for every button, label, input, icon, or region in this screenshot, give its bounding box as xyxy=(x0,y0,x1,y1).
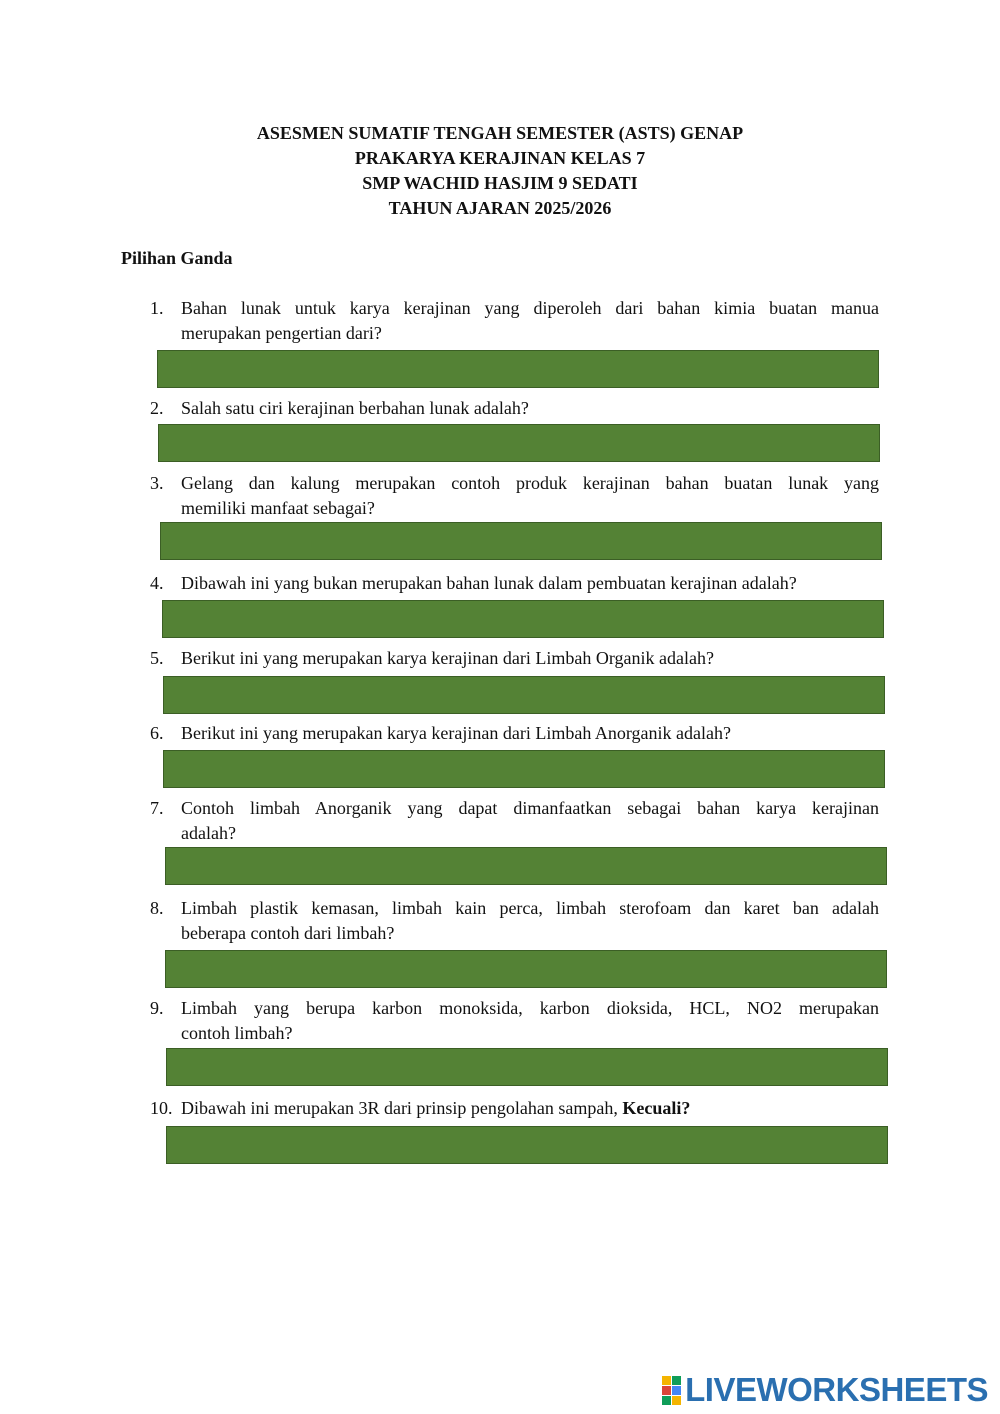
question-10 xyxy=(150,1096,879,1121)
question-text: Dibawah ini yang bukan merupakan bahan lunak dalam pembuatan kerajinan adalah? xyxy=(181,573,797,593)
question-text: Limbah yang berupa karbon monoksida, karbon dioksida, HCL, NO2 merupakan xyxy=(181,998,879,1018)
answer-box-5[interactable] xyxy=(163,676,885,714)
question-1 xyxy=(150,296,879,346)
answer-box-10[interactable] xyxy=(166,1126,888,1164)
question-text: Salah satu ciri kerajinan berbahan lunak adalah? xyxy=(181,398,529,418)
question-8 xyxy=(150,896,879,946)
question-text: contoh limbah? xyxy=(181,1023,293,1043)
question-3 xyxy=(150,471,879,521)
answer-box-6[interactable] xyxy=(163,750,885,788)
question-number: 6. xyxy=(150,723,164,743)
question-text: Berikut ini yang merupakan karya kerajinan dari Limbah Anorganik adalah? xyxy=(181,723,731,743)
question-7 xyxy=(150,796,879,846)
question-text: Limbah plastik kemasan, limbah kain perca, limbah sterofoam dan karet ban adalah xyxy=(181,898,879,918)
answer-box-8[interactable] xyxy=(165,950,887,988)
question-emphasis: Kecuali? xyxy=(622,1098,691,1118)
brand-text: LIVEWORKSHEETS xyxy=(685,1371,988,1408)
question-number: 10. xyxy=(150,1098,173,1118)
question-number: 9. xyxy=(150,998,164,1018)
header-school: SMP WACHID HASJIM 9 SEDATI xyxy=(362,173,638,193)
question-number: 2. xyxy=(150,398,164,418)
question-2 xyxy=(150,396,879,421)
question-number: 5. xyxy=(150,648,164,668)
question-text: memiliki manfaat sebagai? xyxy=(181,498,375,518)
question-number: 3. xyxy=(150,473,164,493)
header-title: ASESMEN SUMATIF TENGAH SEMESTER (ASTS) GENAP xyxy=(256,123,744,143)
question-5 xyxy=(150,646,879,671)
header-subject: PRAKARYA KERAJINAN KELAS 7 xyxy=(354,148,646,168)
question-text: Contoh limbah Anorganik yang dapat dimanfaatkan sebagai bahan karya kerajinan xyxy=(181,798,879,818)
document-header xyxy=(0,121,1000,221)
answer-box-7[interactable] xyxy=(165,847,887,885)
question-number: 7. xyxy=(150,798,164,818)
section-title: Pilihan Ganda xyxy=(121,248,233,268)
liveworksheets-logo[interactable] xyxy=(662,1371,988,1409)
question-text: merupakan pengertian dari? xyxy=(181,323,382,343)
answer-box-9[interactable] xyxy=(166,1048,888,1086)
answer-box-3[interactable] xyxy=(160,522,882,560)
question-text: beberapa contoh dari limbah? xyxy=(181,923,395,943)
question-6 xyxy=(150,721,879,746)
question-text: Gelang dan kalung merupakan contoh produk kerajinan bahan buatan lunak yang xyxy=(181,473,879,493)
question-4 xyxy=(150,571,885,596)
question-text: Dibawah ini merupakan 3R dari prinsip pengolahan sampah, xyxy=(181,1098,618,1118)
question-9 xyxy=(150,996,879,1046)
question-text: Bahan lunak untuk karya kerajinan yang diperoleh dari bahan kimia buatan manua xyxy=(181,298,879,318)
answer-box-2[interactable] xyxy=(158,424,880,462)
liveworksheets-icon xyxy=(662,1376,681,1405)
question-number: 4. xyxy=(150,573,164,593)
question-text: adalah? xyxy=(181,823,236,843)
question-number: 8. xyxy=(150,898,164,918)
header-year: TAHUN AJARAN 2025/2026 xyxy=(388,198,612,218)
question-text: Berikut ini yang merupakan karya kerajinan dari Limbah Organik adalah? xyxy=(181,648,714,668)
answer-box-4[interactable] xyxy=(162,600,884,638)
answer-box-1[interactable] xyxy=(157,350,879,388)
question-number: 1. xyxy=(150,298,164,318)
